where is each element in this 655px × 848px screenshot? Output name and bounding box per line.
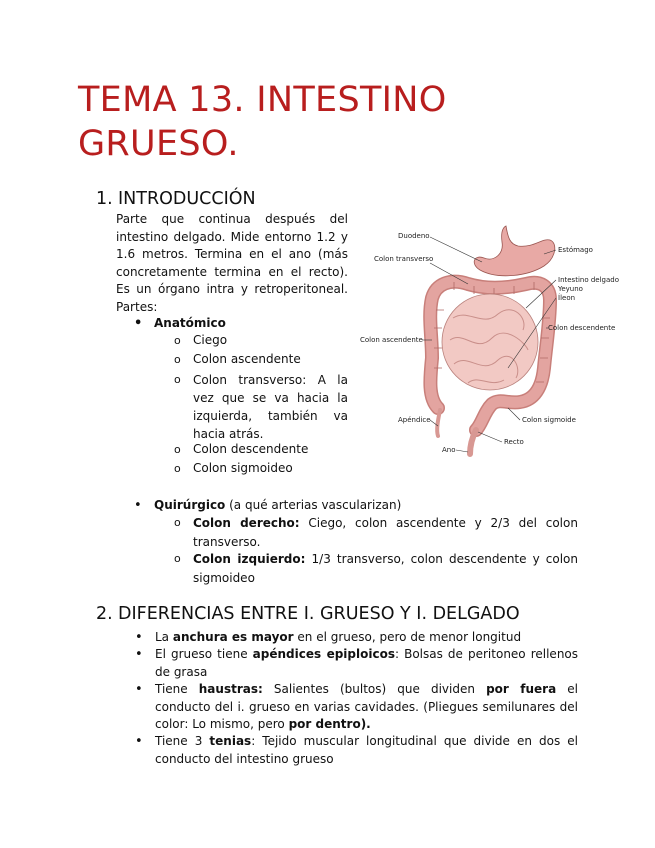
small-intestine-shape — [442, 294, 538, 390]
figure-label-colon-sigmoide: Colon sigmoide — [522, 416, 576, 424]
section-heading-diferencias — [96, 603, 520, 625]
figure-label-apendice: Apéndice — [398, 416, 431, 424]
difference-item: • La anchura es mayor en el grueso, pero de menor longitud — [155, 629, 578, 647]
sub-item-ciego: o Ciego — [193, 332, 227, 350]
sub-item-colon-transverso: o Colon transverso: A la vez que se va hacia la izquierda, también va hacia atrás. — [193, 371, 348, 443]
section-title: DIFERENCIAS ENTRE I. GRUESO Y I. DELGADO — [118, 604, 520, 624]
figure-label-colon-transverso: Colon transverso — [374, 255, 434, 263]
figure-label-recto: Recto — [504, 438, 524, 446]
section-heading-introduccion — [96, 188, 256, 210]
appendix-shape — [437, 410, 440, 436]
section-title: INTRODUCCIÓN — [118, 189, 256, 209]
figure-label-intestino-delgado: Intestino delgado — [558, 276, 619, 284]
figure-label-ileon: Íleon — [558, 294, 576, 302]
sub-item-colon-sigmoideo: o Colon sigmoideo — [193, 460, 293, 478]
sub-item-colon-ascendente: o Colon ascendente — [193, 351, 301, 369]
figure-label-colon-ascendente: Colon ascendente — [360, 336, 423, 344]
sub-item-colon-izquierdo: o Colon izquierdo: 1/3 transverso, colon descendente y colon sigmoideo — [193, 550, 578, 587]
sub-item-colon-derecho: o Colon derecho: Ciego, colon ascendente y 2/3 del colon transverso. — [193, 514, 578, 551]
bullet-quirurgico: • Quirúrgico (a qué arterias vascularizan) — [154, 497, 401, 515]
section-number: 2. — [96, 604, 113, 624]
difference-item: • Tiene haustras: Salientes (bultos) que dividen por fuera el conducto del i. grueso en varias cavidades. (Pliegues semilunares del color: Lo mismo, pero por dentro). — [155, 681, 578, 734]
intestine-anatomy-figure — [358, 218, 620, 458]
difference-item: • El grueso tiene apéndices epiploicos: Bolsas de peritoneo rellenos de grasa — [155, 646, 578, 681]
figure-label-yeyuno: Yeyuno — [558, 285, 583, 293]
intro-paragraph: Parte que continua después del intestino delgado. Mide entorno 1.2 y 1.6 metros. Termina en el ano (más concretamente termina en el recto). Es un órgano intra y retroperitoneal. Partes: — [116, 212, 348, 314]
figure-label-colon-descendente: Colon descendente — [548, 324, 616, 332]
difference-item: • Tiene 3 tenias: Tejido muscular longitudinal que divide en dos el conducto del intestino grueso — [155, 733, 578, 768]
stomach-shape — [474, 226, 555, 276]
page-title: TEMA 13. INTESTINO GRUESO. — [78, 80, 447, 164]
figure-label-ano: Ano — [442, 446, 456, 454]
figure-label-estomago: Estómago — [558, 246, 593, 254]
section-number: 1. — [96, 189, 113, 209]
bullet-anatomico: • Anatómico — [154, 315, 226, 333]
sub-item-colon-descendente: o Colon descendente — [193, 441, 308, 459]
figure-label-duodeno: Duodeno — [398, 232, 430, 240]
